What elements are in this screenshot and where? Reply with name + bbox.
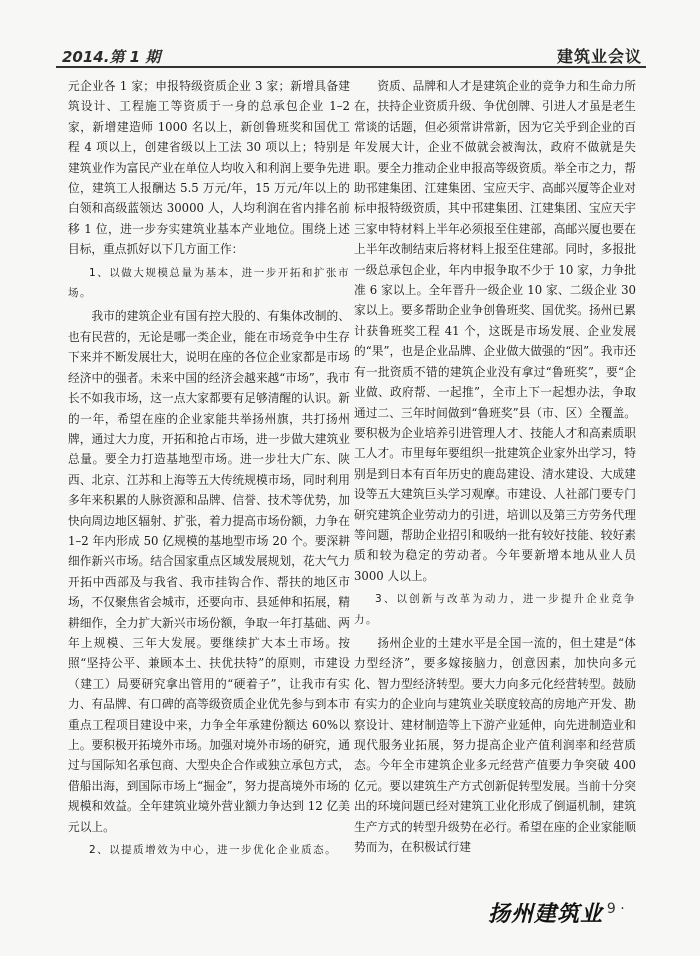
magazine-logo: 扬州建筑业 (488, 901, 604, 927)
header-rule (56, 66, 646, 68)
right-column (354, 76, 636, 857)
issue-label: 2014.第 1 期 (62, 48, 161, 66)
right-paragraph-2: 扬州企业的土建水平是全国一流的，但土建是“体力型经济”，要多嫁接脑力，创意因素，加快向多元化、智力型经济转型。要大力向多元化经营转型。鼓励有实力的企业向与建筑业关联度较高的房地产开发、勘察设计、建材制造等上下游产业延伸，向先进制造业和现代服务业拓展，努力提高企业产值利润率和经营质态。今年全市建筑企业多元经营产值要力争突破 400 亿元。要以建筑生产方式创新促转型发展。当前十分突出的环境问题已经对建筑工业化形成了倒逼机制，建筑生产方式的转型升级势在必行。希望在座的企业家能顺势而为，在积极试行建 (354, 635, 636, 855)
page-header (0, 0, 700, 66)
right-paragraph-1: 资质、品牌和人才是建筑企业的竞争力和生命力所在，扶持企业资质升级、争优创牌、引进人才虽是老生常谈的话题，但必须常讲常新，因为它关乎到企业的百年发展大计，企业不做就会被淘汰，政府不做就是失职。要全力推动企业申报高等级资质。举全市之力，帮助邗建集团、江建集团、宝应天宇、高邮兴厦等企业对标申报特级资质，其中邗建集团、江建集团、宝应天宇三家申特材料上半年必须报至住建部，高邮兴厦也要在上半年改制结束后将材料上报至住建部。同时，多报批一级总承包企业，年内申报争取不少于 10 家，力争批准 6 家以上。全年晋升一级企业 10 家、二级企业 30 家以上。要多帮助企业争创鲁班奖、国优奖。扬州已累计获鲁班奖工程 41 个，这既是市场发展、企业发展的“果”，也是企业品牌、企业做大做强的“因”。我市还有一批资质不错的建筑企业没有拿过“鲁班奖”，要“企业做、政府帮、一起推”，全市上下一起想办法，争取通过二、三年时间做到“鲁班奖”县（市、区）全覆盖。要积极为企业培养引进管理人才、技能人才和高素质职工人才。市里每年要组织一批建筑企业家外出学习，特别是到日本有百年历史的鹿岛建设、清水建设、大成建设等五大建筑巨头学习观摩。市建设、人社部门要专门研究建筑企业劳动力的引进，培训以及第三方劳务代理等问题，帮助企业招引和吸纳一批有较好技能、较好素质和较为稳定的劳动者。今年要新增本地从业人员 3000 人以上。 (354, 79, 636, 583)
left-paragraph-1: 元企业各 1 家；申报特级资质企业 3 家；新增具备建筑设计、工程施工等资质于一身的总承包企业 1–2 家，新增建造师 1000 名以上，新创鲁班奖和国优工程 4 项以上，创建省级以上工法 30 项以上；特别是建筑业作为富民产业在单位人均收入和利润上要争先进位，建筑工人报酬达 5.5 万元/年，15 万元/年以上的白领和高级蓝领达 30000 人，人均利润在省内排名前移 1 位，进一步夯实建筑业基本产业地位。围绕上述目标，重点抓好以下几方面工作： (68, 79, 350, 257)
left-paragraph-2: 我市的建筑企业有国有控大股的、有集体改制的、也有民营的，无论是哪一类企业，能在市场竞争中生存下来并不断发展壮大，说明在座的各位企业家都是市场经济中的强者。未来中国的经济会越来越“市场”，我市长不如我市场，这一点大家都要有足够清醒的认识。新的一年，希望在座的企业家能共举扬州旗，共打扬州牌，通过大力度，开拓和抢占市场，进一步做大建筑业总量。要全力打造基地型市场。进一步壮大广东、陕西、北京、江苏和上海等五大传统规模市场，同时利用多年来积累的人脉资源和品牌、信誉、技术等优势，加快向周边地区辐射、扩张，着力提高市场份额，力争在 1–2 年内形成 50 亿规模的基地型市场 20 个。要深耕细作新兴市场。结合国家重点区域发展规划，花大气力开拓中西部及与我省、我市挂钩合作、帮扶的地区市场，不仅聚焦省会城市，还要向市、县延伸和拓展，精耕细作，全力扩大新兴市场份额，争取一年打基础、两年上规模、三年大发展。要继续扩大本土市场。按照“坚持公平、兼顾本土、扶优扶特”的原则，市建设（建工）局要研究拿出管用的“硬着子”，让我市有实力、有品牌、有口碑的高等级资质企业优先参与到本市重点工程项目建设中来，力争全年承建份额达 60%以上。要积极开拓境外市场。加强对境外市场的研究，通过与国际知名承包商、大型央企合作或独立承包方式，借船出海，到国际市场上“掘金”，努力提高境外市场的规模和效益。全年建筑业境外营业额力争达到 12 亿美元以上。 (68, 309, 350, 834)
subheading-2: 2、以提质增效为中心，进一步优化企业质态。 (89, 844, 338, 857)
subheading-3: 3、以创新与改革为动力，进一步提升企业竞争力。 (354, 593, 636, 626)
subheading-1: 1、以做大规模总量为基本，进一步开拓和扩张市场。 (68, 266, 350, 300)
section-title: 建筑业会议 (556, 47, 642, 66)
left-column (68, 76, 350, 863)
page-number: · 9 · (598, 901, 625, 917)
